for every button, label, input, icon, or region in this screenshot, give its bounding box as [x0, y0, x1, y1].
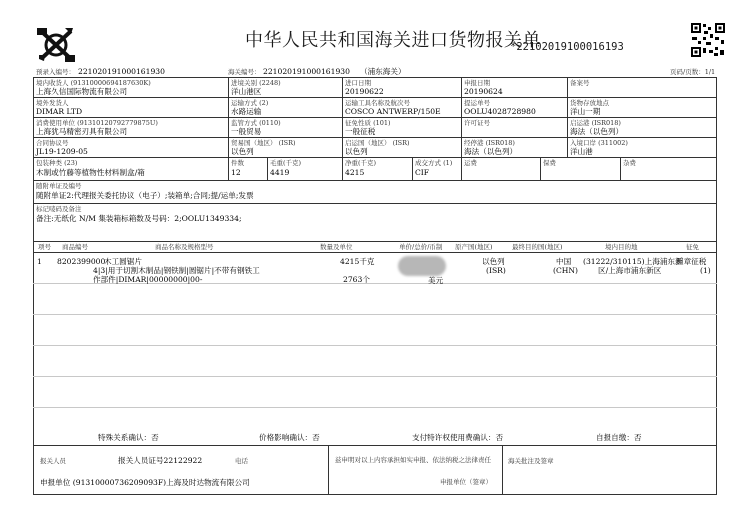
declare-date-label: 申报日期	[464, 79, 490, 87]
pieces-value: 12	[231, 168, 241, 177]
goods-qty2: 2763个	[343, 275, 370, 284]
customs-emblem-icon	[35, 25, 77, 65]
docs-value: 随附单证2:代理报关委托协议（电子）;装箱单;合同;提/运单;发票	[36, 191, 254, 200]
storage-label: 货物存放地点	[570, 99, 609, 107]
goods-currency: 美元	[428, 276, 444, 285]
customs-note-label: 海关批注及签章	[508, 457, 554, 465]
freight-label: 运费	[464, 159, 477, 167]
package-label: 包装种类 (23)	[36, 159, 78, 167]
phone-label: 电话	[235, 457, 248, 465]
page-number: 页码/页数：1/1	[670, 68, 716, 76]
customs-number-label: 海关编号：	[228, 68, 261, 76]
goods-domestic-dest-2: 区/上海市浦东新区	[598, 266, 662, 275]
contract-label: 合同协议号	[36, 139, 69, 147]
terms-label: 成交方式 (1)	[415, 159, 453, 167]
goods-code: 8202399000	[57, 257, 106, 266]
declarant-cert: 报关人员证号22122922	[118, 456, 203, 465]
legal-statement: 兹申明对以上内容承担如实申报、依法纳税之法律责任	[335, 456, 491, 464]
consignee-label: 境内收货人 (91310000694187630K)	[36, 79, 151, 87]
goods-exemption-2: (1)	[700, 266, 711, 275]
departure-port-value: 海法（以色列）	[570, 127, 624, 136]
vessel-label: 运输工具名称及航次号	[345, 99, 410, 107]
transport-label: 运输方式 (2)	[231, 99, 269, 107]
goods-final-dest-code: (CHN)	[553, 266, 579, 275]
entry-customs-value: 洋山港区	[231, 87, 262, 96]
goods-origin-code: (ISR)	[486, 266, 506, 275]
goods-spec-line2: 作部件|DIMAR|00000000|00-	[93, 275, 203, 284]
document-title: 中华人民共和国海关进口货物报关单	[245, 30, 541, 51]
entry-port-value: 洋山港	[570, 147, 593, 156]
col-name: 商品名称及规格型号	[155, 243, 214, 251]
consignor-label: 境外发货人	[36, 99, 69, 107]
supervision-value: 一般贸易	[231, 127, 262, 136]
levy-label: 征免性质 (101)	[345, 119, 391, 127]
col-qty: 数量及单位	[320, 243, 353, 251]
declare-date-value: 20190624	[464, 87, 503, 96]
self-report-confirm: 自报自缴：否	[596, 433, 642, 442]
goods-exemption-1: 照章征税	[676, 257, 707, 266]
vessel-value: COSCO ANTWERP/150E	[345, 107, 441, 116]
customs-number: 221020191000161930	[263, 67, 350, 76]
departure-port-label: 启运港 (ISR018)	[570, 119, 621, 127]
bill-of-lading-label: 提运单号	[464, 99, 490, 107]
col-domestic-dest: 境内目的地	[605, 243, 638, 251]
import-date-value: 20190622	[345, 87, 384, 96]
entry-port-label: 入境口岸 (311002)	[570, 139, 628, 147]
storage-value: 洋山一期	[570, 107, 601, 116]
marks-value: 备注:无纸化 N/M 集装箱标箱数及号码：2;OOLU1349334;	[36, 214, 242, 223]
col-item: 项号	[38, 243, 51, 251]
docs-label: 随附单证及编号	[36, 182, 82, 190]
insurance-label: 保费	[543, 159, 556, 167]
royalty-confirm: 支付特许权使用费确认：否	[412, 433, 504, 442]
via-port-value: 海法（以色列）	[464, 147, 518, 156]
user-unit-label: 消费使用单位 (91310120792779875U)	[36, 119, 158, 127]
contract-value: JL19-1209-05	[36, 147, 88, 156]
marks-label: 标记唛码及备注	[36, 205, 82, 213]
levy-value: 一般征税	[345, 127, 376, 136]
goods-item: 1	[37, 257, 42, 266]
price-influence-confirm: 价格影响确认：否	[259, 433, 320, 442]
trade-country-label: 贸易国（地区） (ISR)	[231, 139, 296, 147]
qr-code-icon	[690, 22, 726, 58]
net-weight-label: 净重(千克)	[345, 159, 377, 167]
price-redaction	[398, 256, 446, 276]
gross-weight-label: 毛重(千克)	[270, 159, 302, 167]
goods-qty1: 4215千克	[340, 257, 375, 266]
user-unit-value: 上海犹马精密刃具有限公司	[36, 127, 128, 136]
col-origin: 原产国(地区)	[455, 243, 493, 251]
license-label: 许可证号	[464, 119, 490, 127]
terms-value: CIF	[415, 168, 430, 177]
misc-fee-label: 杂费	[623, 159, 636, 167]
entry-customs-label: 进境关别 (2248)	[231, 79, 281, 87]
origin-country-label: 启运国（地区） (ISR)	[345, 139, 410, 147]
net-weight-value: 4215	[345, 168, 365, 177]
prerecord-label: 预录入编号：	[36, 68, 75, 76]
pieces-label: 件数	[231, 159, 244, 167]
prerecord-number: 221020191000161930	[78, 67, 165, 76]
package-value: 木制或竹藤等植物性材料制盒/箱	[36, 168, 145, 177]
goods-final-dest: 中国	[556, 257, 572, 266]
consignee-value: 上海久信国际物流有限公司	[36, 87, 128, 96]
goods-spec-line1: 4|3|用于切割木制品|钢铁制|圆锯片|不带有钢铁工	[93, 266, 260, 275]
bill-of-lading-value: OOLU4028728980	[464, 107, 536, 116]
import-date-label: 进口日期	[345, 79, 371, 87]
transport-value: 水路运输	[231, 107, 262, 116]
declaring-unit: 申报单位 (91310000736209093F)上海及时达物流有限公司	[40, 478, 250, 487]
col-code: 商品编号	[62, 243, 88, 251]
gross-weight-value: 4419	[270, 168, 290, 177]
col-exemption: 征免	[686, 243, 699, 251]
trade-country-value: 以色列	[231, 147, 254, 156]
consignor-value: DIMAR LTD	[36, 107, 83, 116]
col-price: 单价/总价/币制	[399, 243, 443, 251]
col-final-dest: 最终目的国(地区)	[512, 243, 563, 251]
declarant-label: 报关人员	[40, 457, 66, 465]
special-relation-confirm: 特殊关系确认：否	[98, 433, 159, 442]
declaring-unit-seal: 申报单位（签章）	[440, 478, 492, 486]
barcode-text: *22102019100016193	[510, 41, 624, 53]
origin-country-value: 以色列	[345, 147, 368, 156]
customs-port-paren: （浦东海关）	[360, 67, 406, 76]
via-port-label: 经停港 (ISR018)	[464, 139, 515, 147]
goods-name: 木工圆锯片	[104, 257, 142, 266]
goods-domestic-dest-1: (31222/310115)上海浦东新	[583, 257, 683, 266]
record-no-label: 备案号	[570, 79, 590, 87]
goods-origin: 以色列	[482, 257, 505, 266]
supervision-label: 监管方式 (0110)	[231, 119, 281, 127]
